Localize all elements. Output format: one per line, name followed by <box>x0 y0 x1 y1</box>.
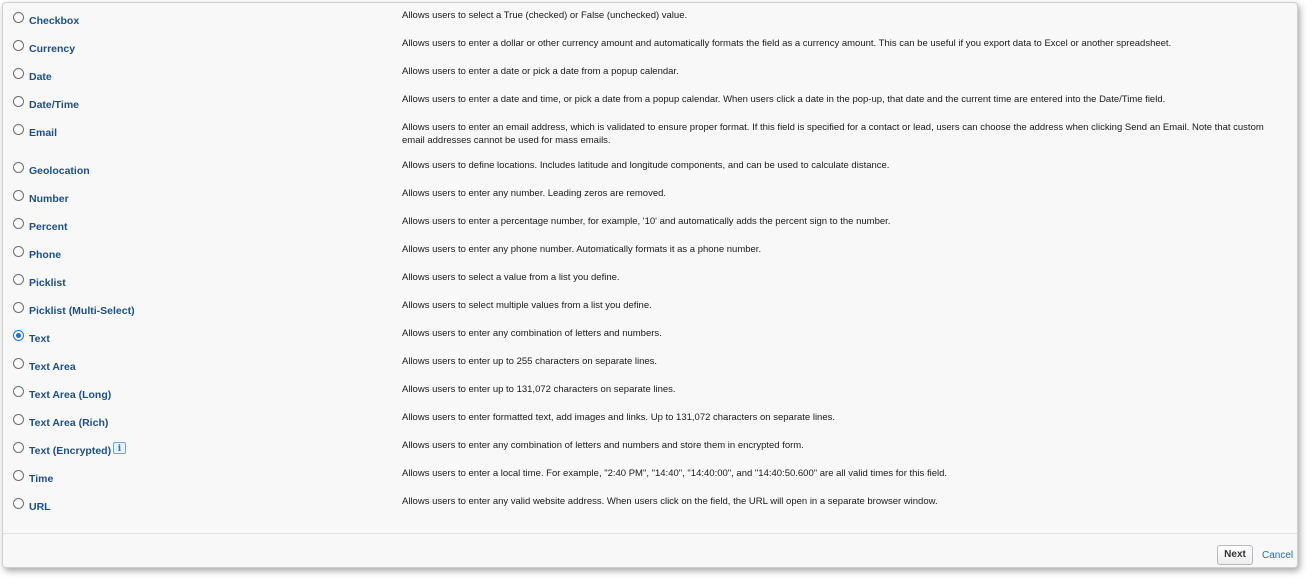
field-type-label[interactable]: Currency <box>29 43 76 55</box>
field-type-row[interactable] <box>3 377 1297 405</box>
field-type-label[interactable]: Percent <box>29 221 68 233</box>
field-type-label[interactable]: URL <box>29 501 51 513</box>
field-type-label[interactable]: Time <box>29 473 54 485</box>
field-type-radio[interactable] <box>13 302 24 313</box>
field-type-description: Allows users to enter a local time. For example, "2:40 PM", "14:40", "14:40:00", and "14:40:50.600" are all valid times for this field. <box>402 468 948 479</box>
field-type-label[interactable]: Text (Encrypted) <box>29 445 112 457</box>
field-type-radio[interactable] <box>13 274 24 285</box>
field-type-description: Allows users to enter up to 131,072 characters on separate lines. <box>402 384 676 395</box>
field-type-row[interactable] <box>3 87 1297 115</box>
field-type-description: Allows users to enter any combination of letters and numbers. <box>402 328 662 339</box>
field-type-label[interactable]: Date/Time <box>29 99 79 111</box>
field-type-description: Allows users to enter any combination of letters and numbers and store them in encrypted form. <box>402 440 804 451</box>
field-type-row[interactable] <box>3 265 1297 293</box>
field-type-row[interactable] <box>3 153 1297 181</box>
field-type-radio[interactable] <box>13 470 24 481</box>
field-type-radio[interactable] <box>13 246 24 257</box>
field-type-label[interactable]: Picklist <box>29 277 66 289</box>
wizard-footer <box>3 533 1297 568</box>
cancel-link[interactable]: Cancel <box>1262 550 1294 561</box>
field-type-radio[interactable] <box>13 40 24 51</box>
field-type-label[interactable]: Checkbox <box>29 15 80 27</box>
field-type-description: Allows users to select multiple values from a list you define. <box>402 300 652 311</box>
field-type-row[interactable] <box>3 461 1297 489</box>
field-type-radio[interactable] <box>13 124 24 135</box>
field-type-row[interactable] <box>3 489 1297 517</box>
field-type-description: Allows users to enter a dollar or other currency amount and automatically formats the field as a currency amount. This can be useful if you export data to Excel or another spreadsheet. <box>402 38 1172 49</box>
field-type-row[interactable] <box>3 3 1297 31</box>
field-type-row[interactable] <box>3 405 1297 433</box>
field-type-radio[interactable] <box>13 190 24 201</box>
field-type-row[interactable] <box>3 31 1297 59</box>
field-type-radio[interactable] <box>13 218 24 229</box>
field-type-description: Allows users to enter formatted text, add images and links. Up to 131,072 characters on separate lines. <box>402 412 836 423</box>
field-type-row[interactable] <box>3 59 1297 87</box>
field-type-label[interactable]: Text Area <box>29 361 76 373</box>
field-type-label[interactable]: Text Area (Rich) <box>29 417 109 429</box>
field-type-description: Allows users to enter any number. Leading zeros are removed. <box>402 188 667 199</box>
field-type-row[interactable] <box>3 293 1297 321</box>
field-type-description: Allows users to enter up to 255 characters on separate lines. <box>402 356 658 367</box>
info-icon[interactable]: i <box>113 442 126 454</box>
next-button[interactable]: Next <box>1217 545 1253 565</box>
field-type-description: Allows users to select a True (checked) or False (unchecked) value. <box>402 10 688 21</box>
field-type-description: Allows users to enter a percentage number, for example, '10' and automatically adds the percent sign to the number. <box>402 216 891 227</box>
field-type-radio[interactable] <box>13 162 24 173</box>
field-type-list <box>3 3 1297 517</box>
field-type-row[interactable] <box>3 115 1297 153</box>
field-type-radio[interactable] <box>13 442 24 453</box>
field-type-radio[interactable] <box>13 414 24 425</box>
field-type-radio[interactable] <box>13 498 24 509</box>
field-type-description: Allows users to enter an email address, which is validated to ensure proper format. If this field is specified for a contact or lead, users can choose the address when clicking Send an Email. Note that custom email addresses cannot be used for mass emails. <box>402 122 1264 146</box>
field-type-radio[interactable] <box>13 386 24 397</box>
field-type-description: Allows users to enter a date and time, or pick a date from a popup calendar. When users click a date in the pop-up, that date and the current time are entered into the Date/Time field. <box>402 94 1166 105</box>
field-type-row[interactable] <box>3 209 1297 237</box>
field-type-radio[interactable] <box>13 358 24 369</box>
field-type-label[interactable]: Date <box>29 71 52 83</box>
field-type-label[interactable]: Text <box>29 333 50 345</box>
field-type-radio[interactable] <box>13 96 24 107</box>
field-type-label[interactable]: Number <box>29 193 69 205</box>
field-type-radio[interactable] <box>13 68 24 79</box>
field-type-description: Allows users to define locations. Includes latitude and longitude components, and can be used to calculate distance. <box>402 160 890 171</box>
field-type-label[interactable]: Email <box>29 127 58 139</box>
field-type-row[interactable] <box>3 433 1297 461</box>
field-type-radio[interactable] <box>13 12 24 23</box>
field-type-description: Allows users to enter any valid website address. When users click on the field, the URL will open in a separate browser window. <box>402 496 938 507</box>
field-type-panel <box>2 2 1298 568</box>
field-type-row[interactable] <box>3 181 1297 209</box>
field-type-row[interactable] <box>3 349 1297 377</box>
field-type-label[interactable]: Phone <box>29 249 62 261</box>
field-type-row[interactable] <box>3 321 1297 349</box>
field-type-description: Allows users to select a value from a list you define. <box>402 272 620 283</box>
field-type-label[interactable]: Text Area (Long) <box>29 389 112 401</box>
field-type-description: Allows users to enter any phone number. Automatically formats it as a phone number. <box>402 244 762 255</box>
field-type-label[interactable]: Geolocation <box>29 165 90 177</box>
field-type-label[interactable]: Picklist (Multi-Select) <box>29 305 135 317</box>
field-type-description: Allows users to enter a date or pick a date from a popup calendar. <box>402 66 679 77</box>
field-type-row[interactable] <box>3 237 1297 265</box>
field-type-radio[interactable] <box>13 330 24 341</box>
